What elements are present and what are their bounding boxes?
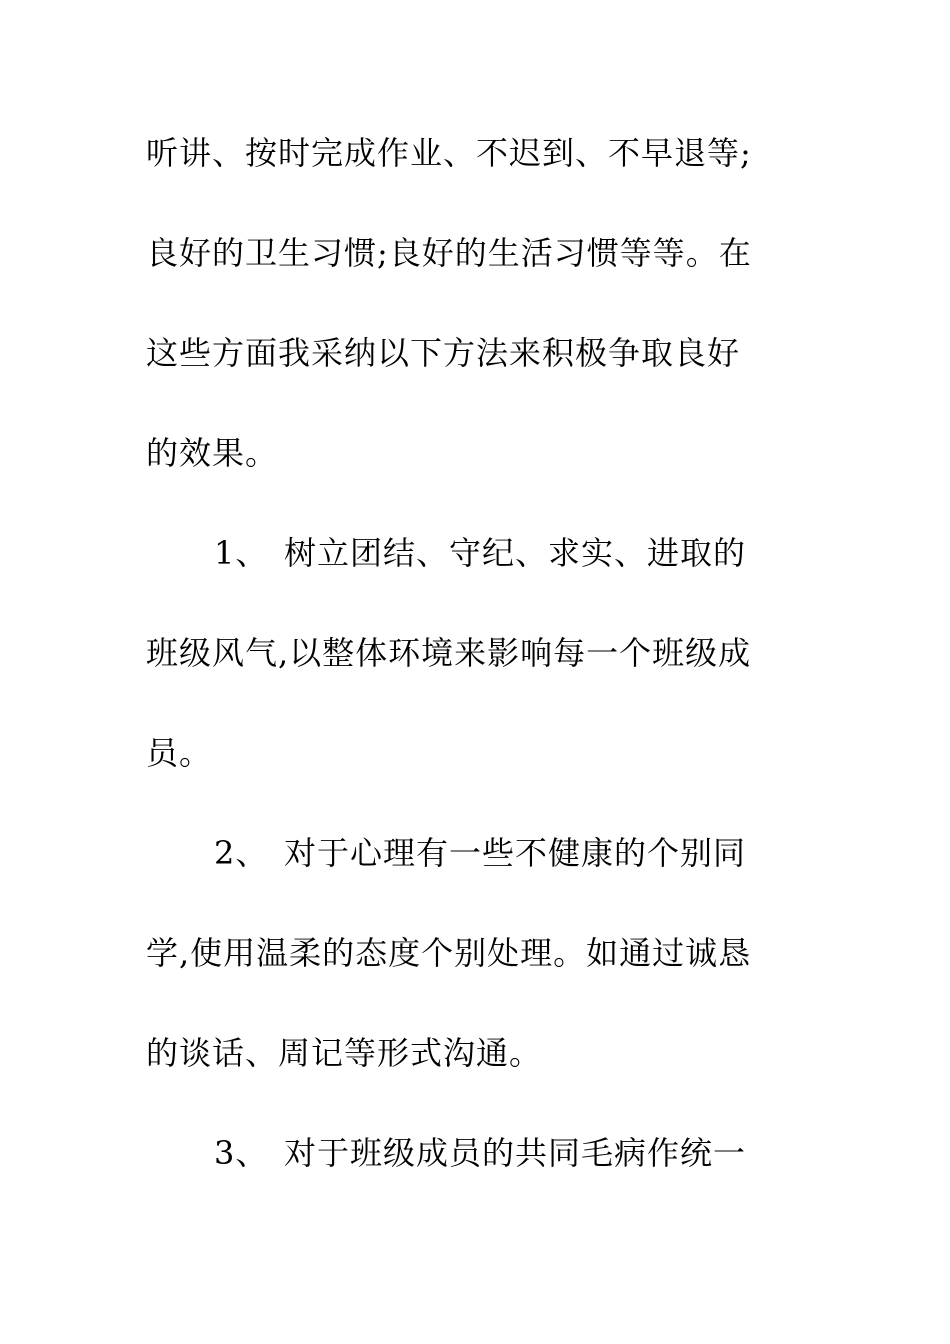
list-item-1-text: 树立团结、守纪、求实、进取的 [284, 534, 747, 572]
text-line-1: 听讲、按时完成作业、不迟到、不早退等; [146, 134, 752, 172]
text-line-10: 的谈话、周记等形式沟通。 [146, 1034, 543, 1072]
list-item-3 [146, 1131, 894, 1175]
text-line-4: 的效果。 [146, 434, 279, 472]
text-line-7: 员。 [146, 734, 213, 772]
list-item-2 [146, 831, 894, 875]
list-item-2-text: 对于心理有一些不健康的个别同 [284, 834, 747, 872]
list-number-2: 2、 [214, 834, 269, 872]
list-number-1: 1、 [214, 534, 269, 572]
list-number-3: 3、 [214, 1134, 269, 1172]
list-item-1 [146, 531, 894, 575]
text-line-6: 班级风气,以整体环境来影响每一个班级成 [146, 634, 752, 672]
text-line-9: 学,使用温柔的态度个别处理。如通过诚恳 [146, 934, 752, 972]
list-item-3-text: 对于班级成员的共同毛病作统一 [284, 1134, 747, 1172]
text-line-2: 良好的卫生习惯;良好的生活习惯等等。在 [146, 234, 752, 272]
text-line-3: 这些方面我采纳以下方法来积极争取良好 [146, 334, 741, 372]
